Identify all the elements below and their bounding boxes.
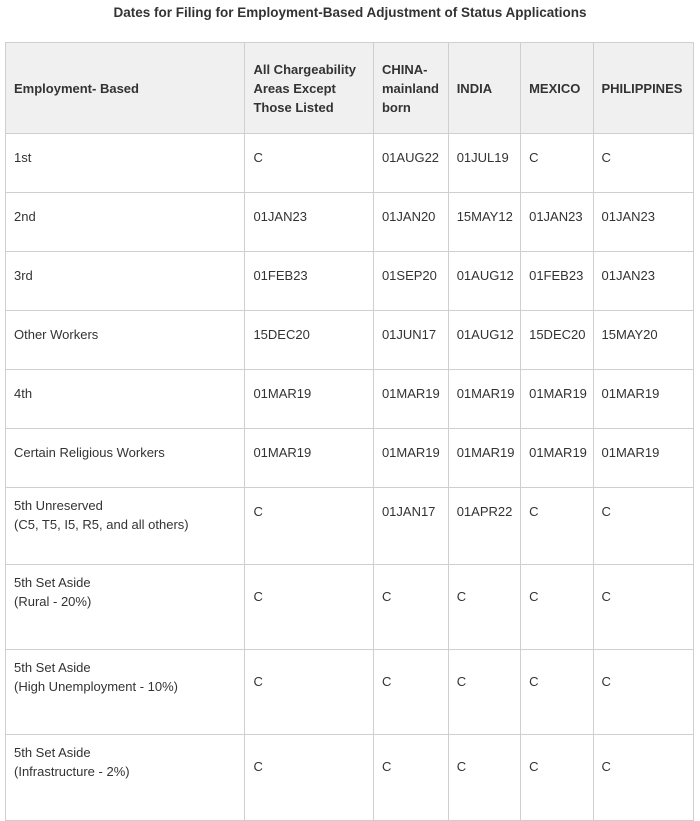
cell-mexico: C — [521, 488, 593, 565]
header-mexico: MEXICO — [521, 43, 593, 134]
cell-all-chargeability: 15DEC20 — [245, 311, 373, 370]
cell-mexico: C — [521, 735, 593, 821]
cell-china: 01MAR19 — [373, 429, 448, 488]
cell-philippines: C — [593, 650, 694, 735]
cell-mexico: 01JAN23 — [521, 193, 593, 252]
row-category — [6, 370, 245, 429]
cell-india: C — [448, 735, 520, 821]
cell-philippines: C — [593, 134, 694, 193]
row-category — [6, 134, 245, 193]
row-category — [6, 193, 245, 252]
cell-all-chargeability: C — [245, 735, 373, 821]
cell-all-chargeability: C — [245, 134, 373, 193]
table-row — [6, 134, 694, 193]
row-category — [6, 735, 245, 821]
table-row — [6, 429, 694, 488]
cell-india: 01AUG12 — [448, 252, 520, 311]
cell-china: 01JUN17 — [373, 311, 448, 370]
cell-india: 01MAR19 — [448, 429, 520, 488]
cell-china: C — [373, 565, 448, 650]
cell-philippines: C — [593, 488, 694, 565]
header-all-chargeability: All Chargeability Areas Except Those Listed — [245, 43, 373, 134]
cell-all-chargeability: 01JAN23 — [245, 193, 373, 252]
row-category — [6, 311, 245, 370]
cell-philippines: 15MAY20 — [593, 311, 694, 370]
row-category — [6, 565, 245, 650]
cell-all-chargeability: 01FEB23 — [245, 252, 373, 311]
table-row — [6, 370, 694, 429]
table-row — [6, 735, 694, 821]
category-label: Other Workers — [14, 327, 99, 342]
cell-mexico: 01MAR19 — [521, 429, 593, 488]
header-employment-based: Employment- Based — [6, 43, 245, 134]
category-label: 5th Set Aside — [14, 575, 91, 590]
table-row — [6, 252, 694, 311]
row-category — [6, 650, 245, 735]
table-row — [6, 488, 694, 565]
cell-india: 01MAR19 — [448, 370, 520, 429]
cell-china: 01JAN17 — [373, 488, 448, 565]
cell-china: C — [373, 735, 448, 821]
table-caption: Dates for Filing for Employment-Based Adjustment of Status Applications — [113, 5, 587, 20]
cell-india: 01AUG12 — [448, 311, 520, 370]
table-row — [6, 193, 694, 252]
cell-india: C — [448, 565, 520, 650]
category-label: 5th Unreserved — [14, 498, 103, 513]
cell-all-chargeability: C — [245, 650, 373, 735]
header-india: INDIA — [448, 43, 520, 134]
cell-china: 01JAN20 — [373, 193, 448, 252]
cell-philippines: 01MAR19 — [593, 370, 694, 429]
cell-all-chargeability: C — [245, 488, 373, 565]
row-category — [6, 488, 245, 565]
cell-all-chargeability: 01MAR19 — [245, 370, 373, 429]
category-label: 1st — [14, 150, 32, 165]
category-sublabel: (Infrastructure - 2%) — [14, 764, 130, 779]
category-label: 3rd — [14, 268, 33, 283]
row-category — [6, 429, 245, 488]
category-label: 5th Set Aside — [14, 745, 91, 760]
cell-india: 15MAY12 — [448, 193, 520, 252]
category-label: 2nd — [14, 209, 36, 224]
category-sublabel: (Rural - 20%) — [14, 594, 92, 609]
cell-china: 01AUG22 — [373, 134, 448, 193]
table-row — [6, 565, 694, 650]
cell-mexico: 01MAR19 — [521, 370, 593, 429]
cell-mexico: 01FEB23 — [521, 252, 593, 311]
cell-all-chargeability: C — [245, 565, 373, 650]
category-label: Certain Religious Workers — [14, 445, 165, 460]
category-label: 5th Set Aside — [14, 660, 91, 675]
header-china: CHINA-mainland born — [373, 43, 448, 134]
category-sublabel: (C5, T5, I5, R5, and all others) — [14, 517, 189, 532]
cell-philippines: C — [593, 565, 694, 650]
cell-philippines: 01JAN23 — [593, 193, 694, 252]
cell-china: C — [373, 650, 448, 735]
table-row — [6, 650, 694, 735]
table-row — [6, 311, 694, 370]
header-row — [6, 43, 694, 134]
cell-china: 01SEP20 — [373, 252, 448, 311]
cell-mexico: C — [521, 134, 593, 193]
cell-philippines: 01JAN23 — [593, 252, 694, 311]
cell-india: 01APR22 — [448, 488, 520, 565]
cell-philippines: 01MAR19 — [593, 429, 694, 488]
category-label: 4th — [14, 386, 33, 401]
cell-mexico: 15DEC20 — [521, 311, 593, 370]
cell-india: C — [448, 650, 520, 735]
cell-india: 01JUL19 — [448, 134, 520, 193]
row-category — [6, 252, 245, 311]
category-sublabel: (High Unemployment - 10%) — [14, 679, 179, 694]
cell-china: 01MAR19 — [373, 370, 448, 429]
cell-philippines: C — [593, 735, 694, 821]
cell-all-chargeability: 01MAR19 — [245, 429, 373, 488]
dates-for-filing-table — [5, 42, 694, 821]
cell-mexico: C — [521, 650, 593, 735]
cell-mexico: C — [521, 565, 593, 650]
header-philippines: PHILIPPINES — [593, 43, 694, 134]
